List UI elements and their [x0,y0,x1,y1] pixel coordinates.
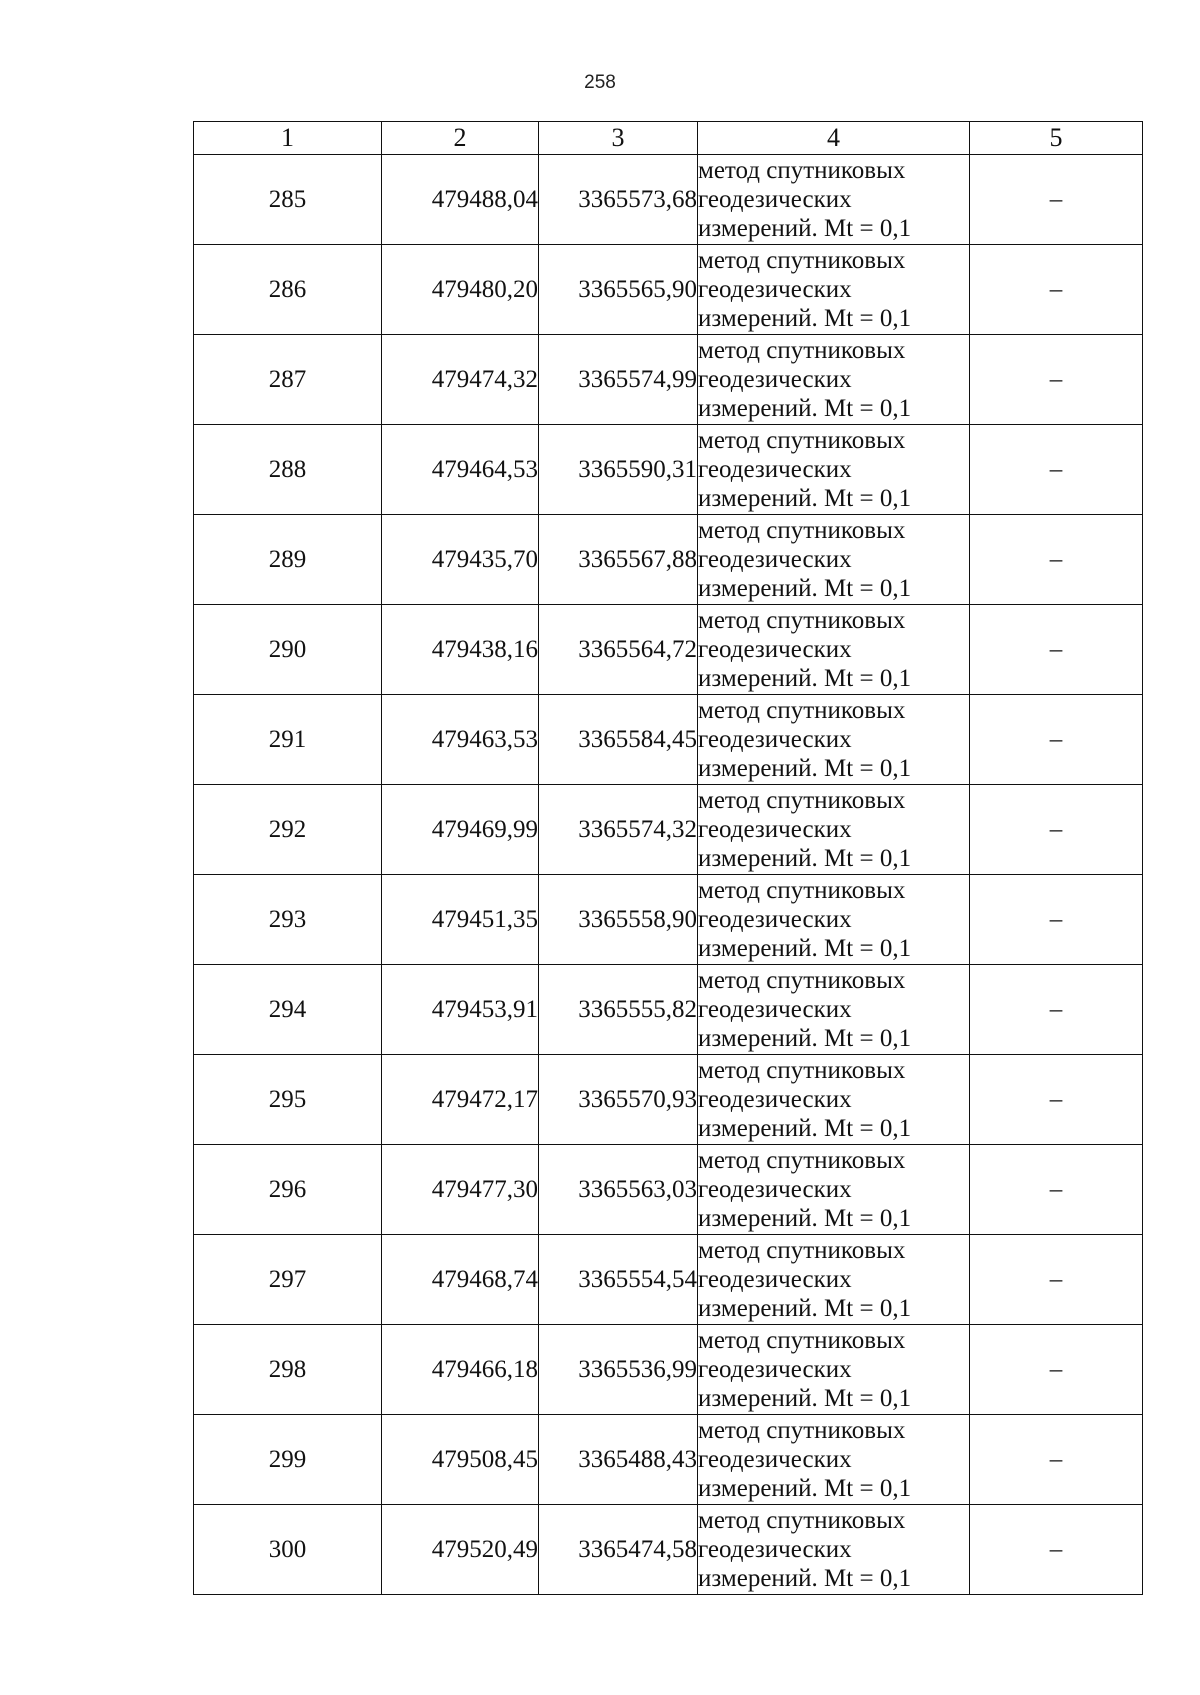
col5-cell: – [970,1415,1143,1505]
y-coordinate-cell: 3365536,99 [539,1325,698,1415]
method-text-line: метод спутниковых [698,427,906,454]
col5-cell: – [970,1505,1143,1595]
col5-cell: – [970,1145,1143,1235]
method-text-line: геодезических [698,1266,852,1293]
y-coordinate-cell: 3365590,31 [539,425,698,515]
table-row [194,695,1143,785]
method-text-line: измерений. Mt = 0,1 [698,845,912,872]
method-cell [698,1325,970,1415]
method-cell [698,335,970,425]
point-number-cell: 300 [194,1505,382,1595]
x-coordinate-cell: 479472,17 [382,1055,539,1145]
method-text-line: метод спутниковых [698,607,906,634]
col5-cell: – [970,785,1143,875]
x-coordinate-cell: 479463,53 [382,695,539,785]
table-row [194,1055,1143,1145]
y-coordinate-cell: 3365570,93 [539,1055,698,1145]
y-coordinate-cell: 3365564,72 [539,605,698,695]
point-number-cell: 285 [194,155,382,245]
method-text-line: измерений. Mt = 0,1 [698,305,912,332]
header-row [194,122,1143,155]
table-row [194,1325,1143,1415]
y-coordinate-cell: 3365555,82 [539,965,698,1055]
col5-cell: – [970,1235,1143,1325]
method-cell [698,785,970,875]
method-text-line: геодезических [698,816,852,843]
method-text-line: метод спутниковых [698,337,906,364]
col5-cell: – [970,515,1143,605]
col5-cell: – [970,425,1143,515]
method-text-line: метод спутниковых [698,1327,906,1354]
method-cell [698,1235,970,1325]
table-row [194,1415,1143,1505]
method-text-line: метод спутниковых [698,697,906,724]
col5-cell: – [970,695,1143,785]
x-coordinate-cell: 479474,32 [382,335,539,425]
method-cell [698,1055,970,1145]
header-col-3: 3 [539,122,698,155]
point-number-cell: 299 [194,1415,382,1505]
table-row [194,1235,1143,1325]
page-number: 258 [584,72,616,93]
method-text-line: геодезических [698,456,852,483]
x-coordinate-cell: 479464,53 [382,425,539,515]
method-text-line: метод спутниковых [698,517,906,544]
header-col-2: 2 [382,122,539,155]
header-col-5: 5 [970,122,1143,155]
method-cell [698,1145,970,1235]
y-coordinate-cell: 3365574,32 [539,785,698,875]
table-row [194,515,1143,605]
method-text-line: измерений. Mt = 0,1 [698,1475,912,1502]
table-row [194,1505,1143,1595]
method-text-line: метод спутниковых [698,1417,906,1444]
method-text-line: метод спутниковых [698,1147,906,1174]
x-coordinate-cell: 479488,04 [382,155,539,245]
method-text-line: измерений. Mt = 0,1 [698,1385,912,1412]
method-text-line: измерений. Mt = 0,1 [698,1025,912,1052]
method-text-line: метод спутниковых [698,1057,906,1084]
method-cell [698,1415,970,1505]
method-text-line: измерений. Mt = 0,1 [698,665,912,692]
point-number-cell: 290 [194,605,382,695]
col5-cell: – [970,875,1143,965]
method-text-line: измерений. Mt = 0,1 [698,755,912,782]
y-coordinate-cell: 3365563,03 [539,1145,698,1235]
x-coordinate-cell: 479469,99 [382,785,539,875]
x-coordinate-cell: 479453,91 [382,965,539,1055]
method-cell [698,1505,970,1595]
y-coordinate-cell: 3365584,45 [539,695,698,785]
method-text-line: метод спутниковых [698,877,906,904]
table-row [194,155,1143,245]
y-coordinate-cell: 3365488,43 [539,1415,698,1505]
method-cell [698,605,970,695]
method-text-line: измерений. Mt = 0,1 [698,1565,912,1592]
method-text-line: измерений. Mt = 0,1 [698,395,912,422]
x-coordinate-cell: 479520,49 [382,1505,539,1595]
method-text-line: метод спутниковых [698,967,906,994]
method-text-line: измерений. Mt = 0,1 [698,575,912,602]
method-cell [698,425,970,515]
point-number-cell: 295 [194,1055,382,1145]
table-row [194,785,1143,875]
table-row [194,425,1143,515]
method-text-line: геодезических [698,1536,852,1563]
method-text-line: метод спутниковых [698,1237,906,1264]
point-number-cell: 287 [194,335,382,425]
y-coordinate-cell: 3365565,90 [539,245,698,335]
method-cell [698,695,970,785]
method-cell [698,515,970,605]
y-coordinate-cell: 3365567,88 [539,515,698,605]
method-text-line: метод спутниковых [698,157,906,184]
x-coordinate-cell: 479435,70 [382,515,539,605]
point-number-cell: 289 [194,515,382,605]
col5-cell: – [970,335,1143,425]
y-coordinate-cell: 3365574,99 [539,335,698,425]
x-coordinate-cell: 479508,45 [382,1415,539,1505]
point-number-cell: 292 [194,785,382,875]
method-cell [698,245,970,335]
col5-cell: – [970,1325,1143,1415]
method-cell [698,875,970,965]
header-col-1: 1 [194,122,382,155]
point-number-cell: 298 [194,1325,382,1415]
method-text-line: метод спутниковых [698,247,906,274]
table-body [194,155,1143,1595]
point-number-cell: 288 [194,425,382,515]
table-row [194,335,1143,425]
method-text-line: измерений. Mt = 0,1 [698,1295,912,1322]
y-coordinate-cell: 3365474,58 [539,1505,698,1595]
col5-cell: – [970,245,1143,335]
method-text-line: геодезических [698,1446,852,1473]
method-text-line: геодезических [698,276,852,303]
method-text-line: измерений. Mt = 0,1 [698,485,912,512]
method-text-line: геодезических [698,1356,852,1383]
method-text-line: геодезических [698,636,852,663]
method-cell [698,155,970,245]
point-number-cell: 286 [194,245,382,335]
col5-cell: – [970,1055,1143,1145]
col5-cell: – [970,965,1143,1055]
point-number-cell: 293 [194,875,382,965]
method-text-line: измерений. Mt = 0,1 [698,1115,912,1142]
method-text-line: геодезических [698,726,852,753]
col5-cell: – [970,155,1143,245]
coordinates-table [193,121,1143,1595]
method-text-line: метод спутниковых [698,787,906,814]
x-coordinate-cell: 479480,20 [382,245,539,335]
table-row [194,605,1143,695]
method-text-line: измерений. Mt = 0,1 [698,215,912,242]
method-text-line: геодезических [698,366,852,393]
method-text-line: геодезических [698,906,852,933]
method-text-line: геодезических [698,996,852,1023]
method-text-line: измерений. Mt = 0,1 [698,1205,912,1232]
table-header [194,122,1143,155]
x-coordinate-cell: 479438,16 [382,605,539,695]
method-text-line: метод спутниковых [698,1507,906,1534]
y-coordinate-cell: 3365554,54 [539,1235,698,1325]
x-coordinate-cell: 479477,30 [382,1145,539,1235]
table-row [194,245,1143,335]
y-coordinate-cell: 3365558,90 [539,875,698,965]
x-coordinate-cell: 479468,74 [382,1235,539,1325]
x-coordinate-cell: 479466,18 [382,1325,539,1415]
method-text-line: геодезических [698,546,852,573]
table-row [194,965,1143,1055]
table-row [194,875,1143,965]
point-number-cell: 296 [194,1145,382,1235]
method-text-line: геодезических [698,186,852,213]
point-number-cell: 294 [194,965,382,1055]
point-number-cell: 297 [194,1235,382,1325]
method-text-line: геодезических [698,1176,852,1203]
method-text-line: измерений. Mt = 0,1 [698,935,912,962]
y-coordinate-cell: 3365573,68 [539,155,698,245]
col5-cell: – [970,605,1143,695]
point-number-cell: 291 [194,695,382,785]
method-cell [698,965,970,1055]
table-row [194,1145,1143,1235]
method-text-line: геодезических [698,1086,852,1113]
x-coordinate-cell: 479451,35 [382,875,539,965]
header-col-4: 4 [698,122,970,155]
